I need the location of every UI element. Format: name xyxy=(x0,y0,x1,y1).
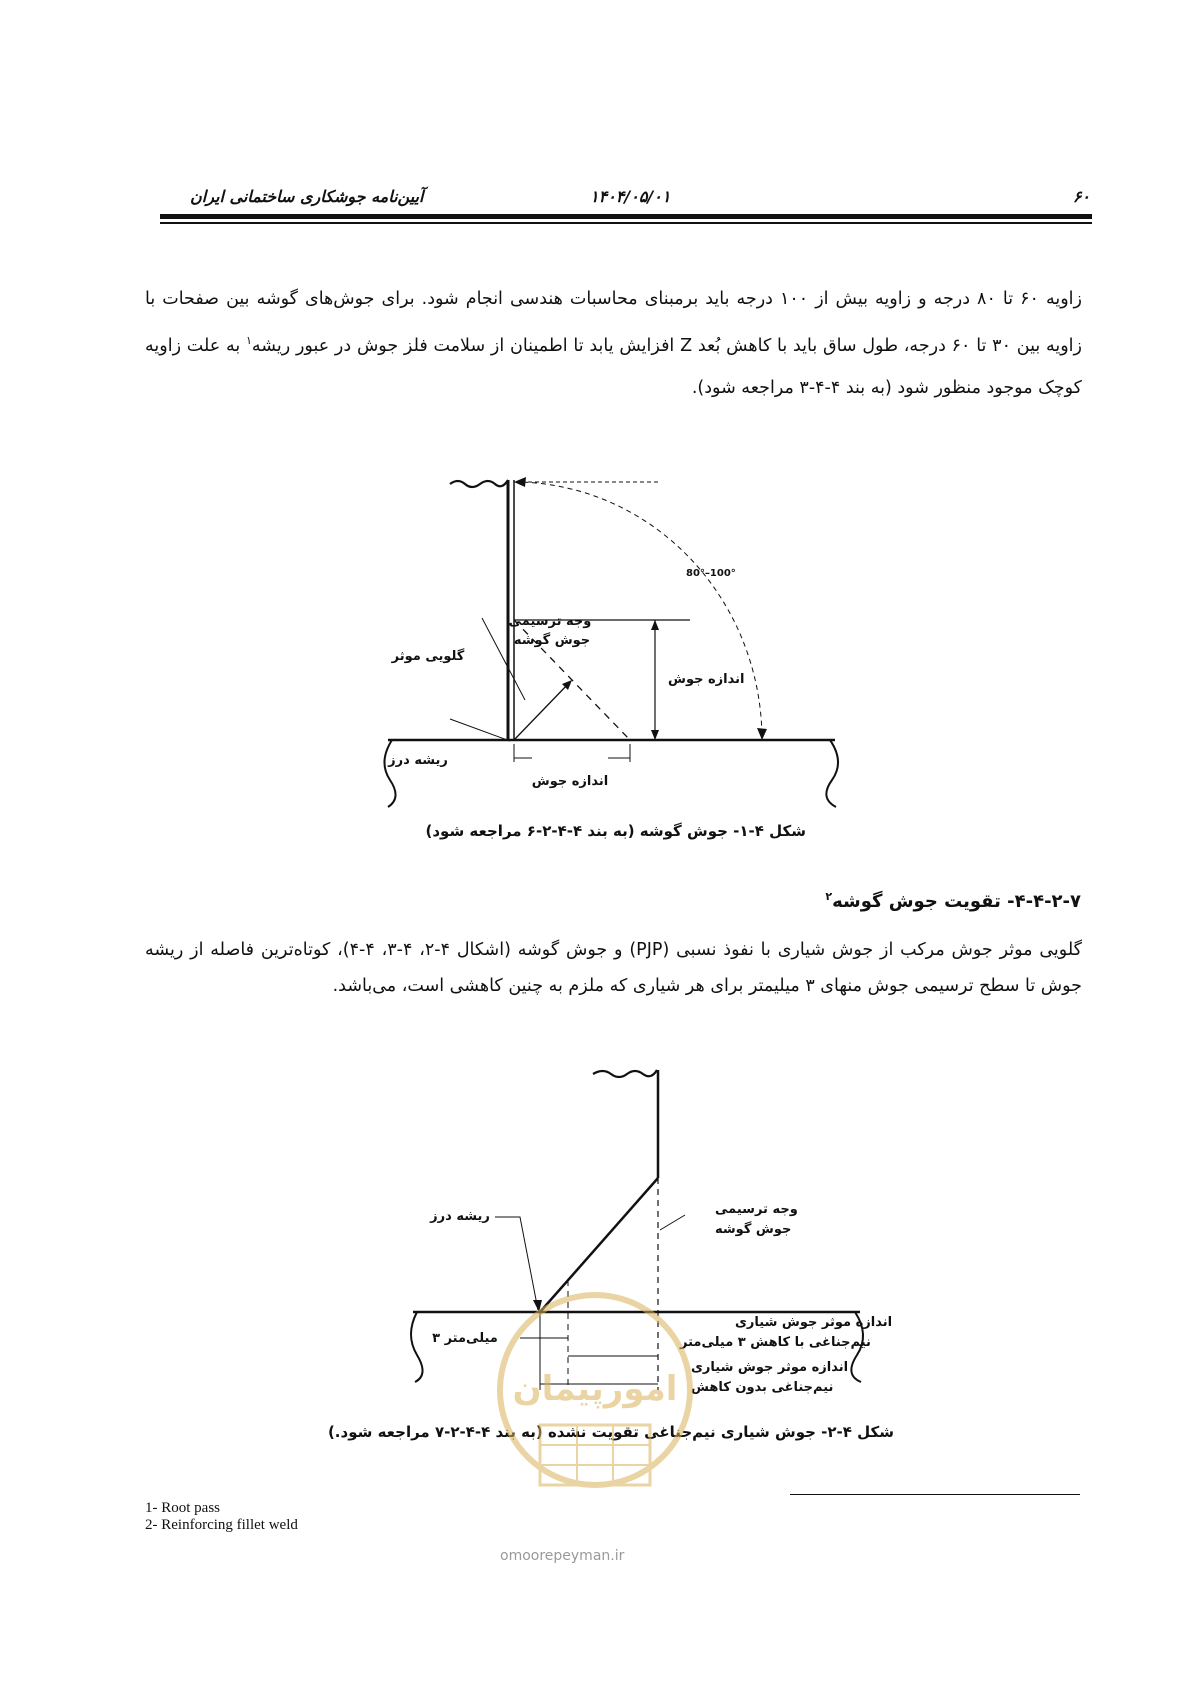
page-number: ۶۰ xyxy=(1072,187,1090,206)
angle-arrowhead xyxy=(757,728,767,740)
book-title: آیین‌نامه جوشکاری ساختمانی ایران xyxy=(190,187,424,206)
plate-break-right xyxy=(826,740,838,807)
paragraph-1 xyxy=(145,278,1082,409)
mm-label: ۳ میلی‌متر xyxy=(432,1331,498,1346)
plate-break-top xyxy=(593,1070,657,1077)
running-header xyxy=(160,187,1090,211)
angle-label: 80°–100° xyxy=(686,568,736,579)
plate-break-left xyxy=(384,740,395,807)
root-label: ریشه درز xyxy=(430,1209,490,1224)
watermark-logo xyxy=(485,1285,705,1545)
weld-size-vertical-label: اندازه جوش xyxy=(668,672,745,687)
section-heading-text: ۴-۴-۲-۷- تقویت جوش گوشه xyxy=(832,891,1081,912)
dim-arrow-down xyxy=(651,730,659,740)
root-leader xyxy=(450,719,510,741)
eff-full-2: نیم‌جناغی بدون کاهش xyxy=(691,1380,834,1395)
root-label: ریشه درز xyxy=(388,753,448,768)
eff-full-1: اندازه موثر جوش شیاری xyxy=(691,1360,849,1375)
footnote-2: 2- Reinforcing fillet weld xyxy=(145,1517,298,1533)
header-date: ۱۴۰۴/۰۵/۰۱ xyxy=(590,187,671,206)
watermark-url: omoorepeyman.ir xyxy=(500,1548,625,1564)
paragraph-1-tail: به علت زاویه کوچک موجود منظور شود (به بند ۴-۴-۳ مراجعه شود). xyxy=(145,335,1082,398)
footnote-ref-1: ۱ xyxy=(245,334,252,347)
face-label-1: وجه ترسیمی xyxy=(508,614,592,629)
plate-break-left xyxy=(411,1312,423,1382)
weld-size-horizontal-label: اندازه جوش xyxy=(531,774,609,789)
footnote-rule xyxy=(790,1494,1080,1495)
eff-reduced-2: نیم‌جناغی با کاهش ۳ میلی‌متر xyxy=(680,1335,871,1350)
face-label-2: جوش گوشه xyxy=(715,1222,792,1237)
face-label-1: وجه ترسیمی xyxy=(715,1202,798,1217)
eff-reduced-1: اندازه موثر جوش شیاری xyxy=(735,1315,893,1330)
header-rule-thin xyxy=(160,222,1092,224)
figure-2-caption: شکل ۴-۲- جوش شیاری نیم‌جناغی تقویت نشده (به بند ۴-۴-۲-۷ مراجعه شود.) xyxy=(327,1423,894,1441)
paragraph-2: گلویی موثر جوش مرکب از جوش شیاری با نفوذ نسبی (PJP) و جوش گوشه (اشکال ۴-۲، ۴-۳، ۴-۴)، کوتاه‌ترین فاصله از ریشه جوش تا سطح ترسیمی جوش منهای ۳ میلیمتر برای هر شیاری که ملزم به چنین کاهشی است، می‌باشد. xyxy=(145,940,1082,996)
footnote-ref-2: ۲ xyxy=(825,890,833,903)
figure-1-caption: شکل ۴-۱- جوش گوشه (به بند ۴-۴-۲-۶ مراجعه شود) xyxy=(425,822,806,840)
plate-break-top xyxy=(450,480,508,487)
throat-line xyxy=(514,682,570,740)
throat-label: گلویی موثر xyxy=(391,649,465,664)
paragraph-1-text: زاویه ۶۰ تا ۸۰ درجه و زاویه بیش از ۱۰۰ درجه باید برمبنای محاسبات هندسی انجام شود. برای جوش‌های گوشه بین صفحات با زاویه بین ۳۰ تا ۶۰ درجه، طول ساق باید با کاهش بُعد Z افزایش یابد تا اطمینان از سلامت فلز جوش در عبور ریشه xyxy=(145,289,1082,356)
face-label-2: جوش گوشه xyxy=(513,633,591,648)
angle-arrowhead-top xyxy=(514,477,526,487)
header-rule-thick xyxy=(160,214,1092,219)
throat-leader xyxy=(482,618,525,700)
section-heading xyxy=(825,890,1081,912)
figure-1-fillet-weld xyxy=(370,462,850,822)
face-leader xyxy=(660,1215,685,1230)
dim-arrow-up xyxy=(651,620,659,630)
footnote-1: 1- Root pass xyxy=(145,1500,220,1516)
watermark-logo-text: امورپیمان xyxy=(512,1369,678,1409)
